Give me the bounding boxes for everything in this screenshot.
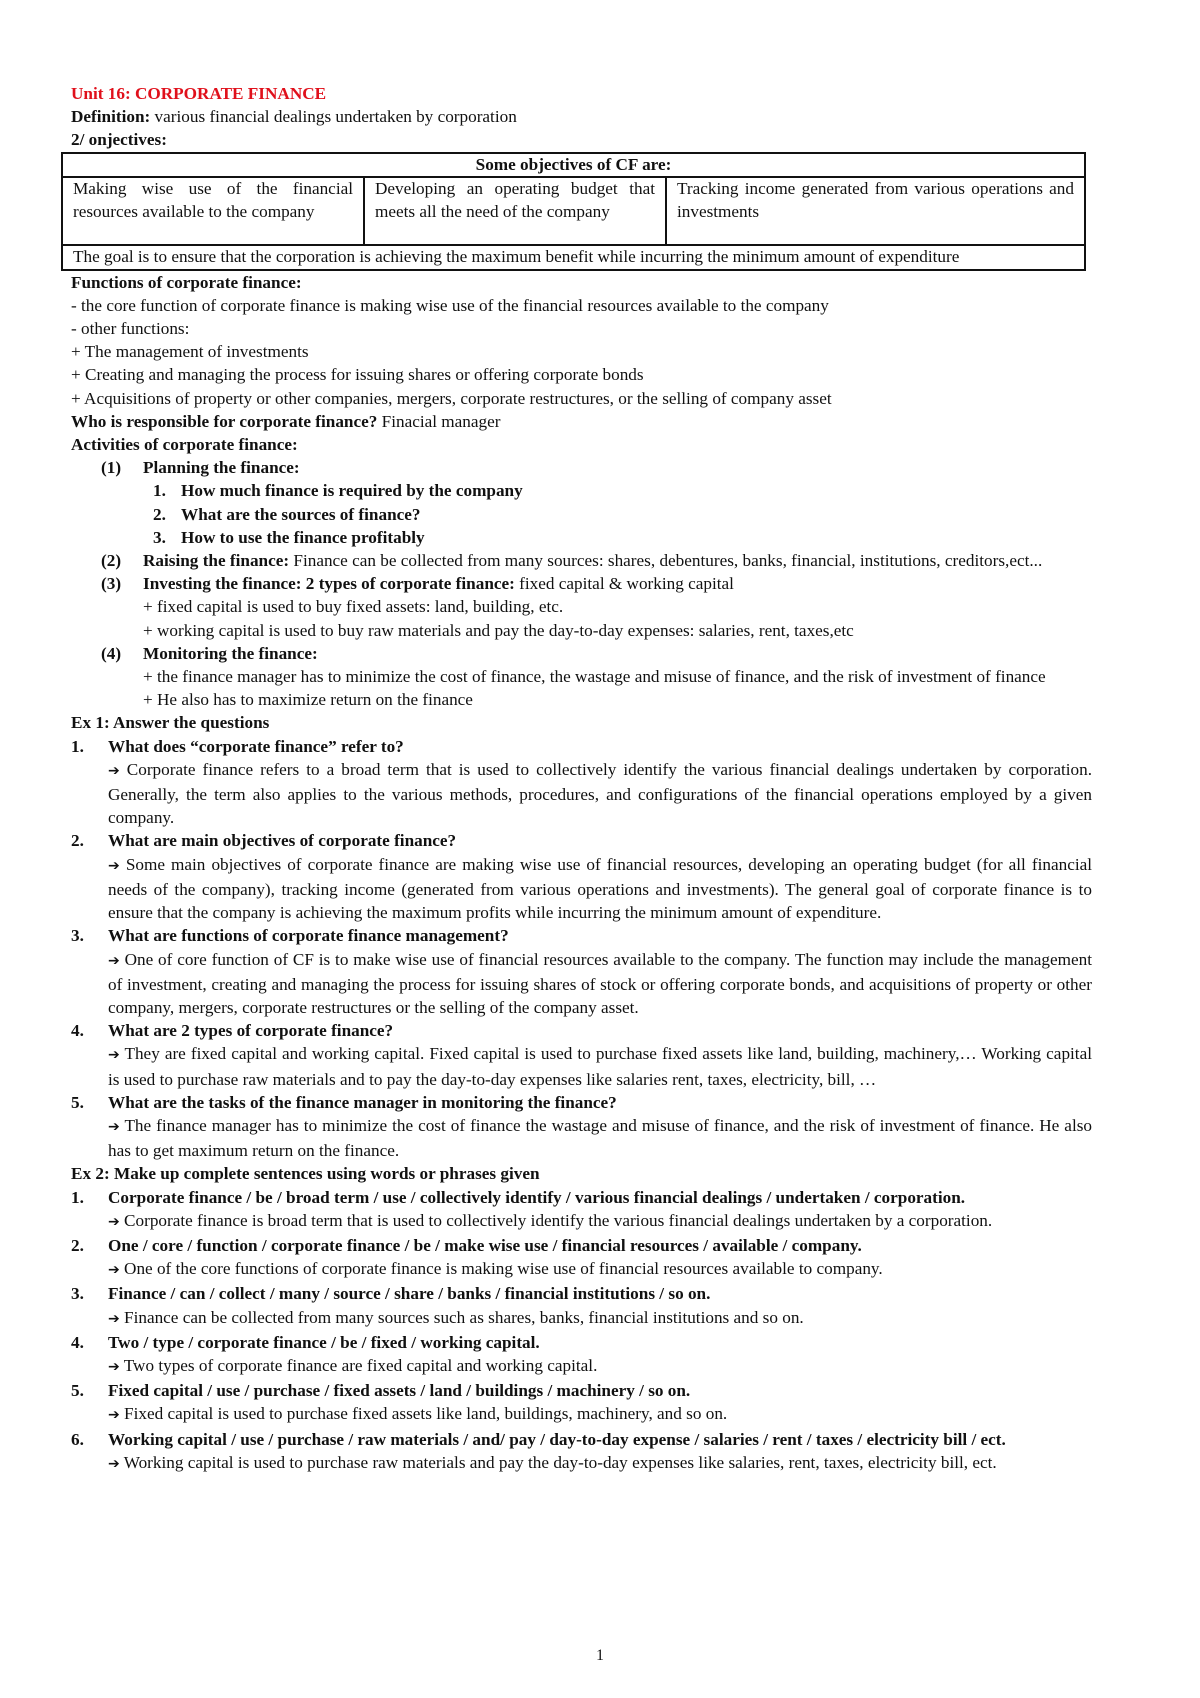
arrow-icon: ➔ [108, 952, 120, 969]
table-cell: Making wise use of the financial resources available to the company [62, 177, 364, 245]
definition-label: Definition: [71, 107, 151, 127]
answer-body: Some main objectives of corporate finance are making wise use of financial resources, developing an operating budget (for all financial needs of the company), tracking income (generated from various operations and investments). The general goal of corporate finance is to ensure that the company is achieving the maximum profits while incurring the minimum amount of expenditure. [108, 854, 1092, 923]
answer-body: One of the core functions of corporate finance is making wise use of financial resources available to company. [124, 1259, 883, 1279]
functions-line: - other functions: [71, 319, 190, 339]
activity-marker: (1) [101, 458, 122, 478]
planning-subitem [71, 479, 1092, 502]
question-item [71, 1234, 1092, 1257]
functions-heading: Functions of corporate finance: [71, 272, 302, 292]
activity-text: fixed capital & working capital [514, 574, 734, 594]
question-number: 5. [71, 1092, 84, 1112]
activity-line: + working capital is used to buy raw materials and pay the day-to-day expenses: salaries, rent, taxes,etc [143, 620, 854, 640]
ex2-section [71, 1162, 1092, 1476]
question-item [71, 829, 1092, 852]
subitem-number: 1. [153, 481, 166, 501]
answer-body: Corporate finance refers to a broad term that is used to collectively identify the various financial dealings undertaken by corporation. Generally, the term also applies to the various methods, procedures, and configurations of the financial operations employed by a given company. [108, 759, 1093, 828]
question-number: 2. [71, 831, 84, 851]
answer-body: Two types of corporate finance are fixed capital and working capital. [123, 1355, 598, 1375]
arrow-icon: ➔ [108, 1310, 120, 1327]
objectives-heading-text: 2/ onjectives: [71, 130, 167, 150]
ex2-heading: Ex 2: Make up complete sentences using words or phrases given [71, 1164, 540, 1184]
arrow-icon: ➔ [108, 1118, 120, 1135]
planning-subitem [71, 503, 1092, 526]
question-item [71, 924, 1092, 947]
question-text: What does “corporate finance” refer to? [108, 736, 404, 756]
activity-title: Investing the finance: 2 types of corporate finance: [143, 574, 515, 594]
responsible-answer: Finacial manager [377, 411, 501, 431]
question-number: 1. [71, 736, 84, 756]
answer-body: Finance can be collected from many sources such as shares, banks, financial institutions and so on. [124, 1307, 804, 1327]
table-header-row [62, 153, 1085, 178]
definition-line [71, 105, 1092, 128]
activity-text: Finance can be collected from many sources: shares, debentures, banks, financial, institutions, creditors,ect... [289, 551, 1043, 571]
question-text: Corporate finance / be / broad term / use / collectively identify / various financial dealings / undertaken / corporation. [108, 1187, 966, 1207]
question-item [71, 1331, 1092, 1354]
table-cell: Tracking income generated from various operations and investments [666, 177, 1085, 245]
table-header: Some objectives of CF are: [62, 153, 1085, 178]
responsible-question: Who is responsible for corporate finance? [71, 411, 378, 431]
objectives-heading [71, 128, 1092, 151]
answer-text [71, 1402, 1092, 1427]
question-number: 5. [71, 1381, 84, 1401]
answer-body: Corporate finance is broad term that is used to collectively identify the various financial dealings undertaken by a corporation. [124, 1210, 993, 1230]
activity-marker: (3) [101, 574, 122, 594]
question-number: 3. [71, 1284, 84, 1304]
question-number: 4. [71, 1021, 84, 1041]
question-text: What are 2 types of corporate finance? [108, 1021, 394, 1041]
functions-line: - the core function of corporate finance is making wise use of the financial resources available to the company [71, 295, 829, 315]
arrow-icon: ➔ [108, 1262, 120, 1279]
question-item [71, 1091, 1092, 1114]
functions-line: + Acquisitions of property or other companies, mergers, corporate restructures, or the selling of company asset [71, 388, 832, 408]
question-text: Finance / can / collect / many / source / share / banks / financial institutions / so on. [108, 1284, 711, 1304]
activity-item [71, 572, 1092, 595]
subitem-number: 2. [153, 504, 166, 524]
question-text: Fixed capital / use / purchase / fixed assets / land / buildings / machinery / so on. [108, 1381, 691, 1401]
activity-item [71, 456, 1092, 479]
activity-title: Raising the finance: [143, 551, 290, 571]
question-item [71, 1428, 1092, 1451]
question-item [71, 735, 1092, 758]
arrow-icon: ➔ [108, 1213, 120, 1230]
planning-subitem [71, 526, 1092, 549]
question-text: Two / type / corporate finance / be / fixed / working capital. [108, 1332, 540, 1352]
question-text: What are the tasks of the finance manager in monitoring the finance? [108, 1092, 617, 1112]
answer-body: Working capital is used to purchase raw materials and pay the day-to-day expenses like salaries, rent, taxes, electricity bill, ect. [123, 1452, 997, 1472]
question-text: One / core / function / corporate finance / be / make wise use / financial resources / available / company. [108, 1235, 862, 1255]
objectives-table [61, 152, 1086, 271]
activity-line: + the finance manager has to minimize the cost of finance, the wastage and misuse of finance, and the risk of investment of finance [143, 667, 1046, 687]
arrow-icon: ➔ [108, 1455, 120, 1472]
answer-text [71, 1042, 1092, 1090]
arrow-icon: ➔ [108, 1407, 120, 1424]
question-number: 2. [71, 1235, 84, 1255]
question-number: 4. [71, 1332, 84, 1352]
ex1-section [71, 711, 1092, 1162]
responsible-line [71, 410, 1092, 433]
question-item [71, 1186, 1092, 1209]
activity-item [71, 642, 1092, 665]
answer-body: The finance manager has to minimize the cost of finance the wastage and misuse of finance, and the risk of investment of finance. He also has to get maximum return on the finance. [108, 1115, 1092, 1161]
activity-marker: (4) [101, 643, 122, 663]
answer-body: They are fixed capital and working capital. Fixed capital is used to purchase fixed assets like land, building, machinery,… Working capital is used to purchase raw materials and to pay the day-to-day expenses like salaries rent, taxes, electricity, bill, … [108, 1044, 1092, 1089]
arrow-icon: ➔ [108, 857, 120, 874]
activities-heading: Activities of corporate finance: [71, 435, 298, 455]
answer-text [71, 1209, 1092, 1234]
table-goal: The goal is to ensure that the corporation is achieving the maximum benefit while incurring the minimum amount of expenditure [62, 245, 1085, 270]
subitem-number: 3. [153, 527, 166, 547]
functions-line: + Creating and managing the process for issuing shares or offering corporate bonds [71, 365, 644, 385]
functions-section [71, 271, 1092, 410]
question-number: 1. [71, 1187, 84, 1207]
answer-text [71, 853, 1092, 925]
question-item [71, 1379, 1092, 1402]
functions-line: + The management of investments [71, 342, 309, 362]
subitem-text: What are the sources of finance? [181, 504, 421, 524]
answer-text [71, 1306, 1092, 1331]
table-row [62, 177, 1085, 245]
question-item [71, 1282, 1092, 1305]
table-goal-row [62, 245, 1085, 270]
answer-text [71, 758, 1092, 830]
activity-line: + fixed capital is used to buy fixed assets: land, building, etc. [143, 597, 564, 617]
question-number: 3. [71, 926, 84, 946]
question-item [71, 1019, 1092, 1042]
answer-text [71, 1451, 1092, 1476]
answer-text [71, 1354, 1092, 1379]
answer-text [71, 948, 1092, 1020]
activity-title: Monitoring the finance: [143, 643, 318, 663]
arrow-icon: ➔ [108, 762, 120, 779]
answer-body: Fixed capital is used to purchase fixed assets like land, buildings, machinery, and so on. [124, 1404, 728, 1424]
activity-title: Planning the finance: [143, 458, 300, 478]
definition-text: various financial dealings undertaken by corporation [150, 107, 517, 127]
activity-item [71, 549, 1092, 572]
question-text: What are main objectives of corporate finance? [108, 831, 457, 851]
ex1-heading: Ex 1: Answer the questions [71, 713, 270, 733]
answer-body: One of core function of CF is to make wise use of financial resources available to the company. The function may include the management of investment, creating and managing the process for issuing shares of stock or offering corporate bonds, and acquisitions of property or other company, mergers, corporate restructures or the selling of the company asset. [108, 949, 1093, 1017]
activity-marker: (2) [101, 551, 122, 571]
table-cell: Developing an operating budget that meets all the need of the company [364, 177, 666, 245]
answer-text [71, 1114, 1092, 1162]
question-number: 6. [71, 1429, 84, 1449]
question-text: What are functions of corporate finance management? [108, 926, 509, 946]
subitem-text: How much finance is required by the company [181, 481, 523, 501]
question-text: Working capital / use / purchase / raw materials / and/ pay / day-to-day expense / salaries / rent / taxes / electricity bill / ect. [108, 1429, 1006, 1449]
activities-section [71, 433, 1092, 711]
subitem-text: How to use the finance profitably [181, 527, 425, 547]
activity-line: + He also has to maximize return on the finance [143, 690, 473, 710]
answer-text [71, 1257, 1092, 1282]
arrow-icon: ➔ [108, 1047, 120, 1064]
page-number: 1 [596, 1647, 604, 1664]
title-text: Unit 16: CORPORATE FINANCE [71, 84, 327, 103]
page-title [71, 82, 1092, 105]
arrow-icon: ➔ [108, 1358, 120, 1375]
